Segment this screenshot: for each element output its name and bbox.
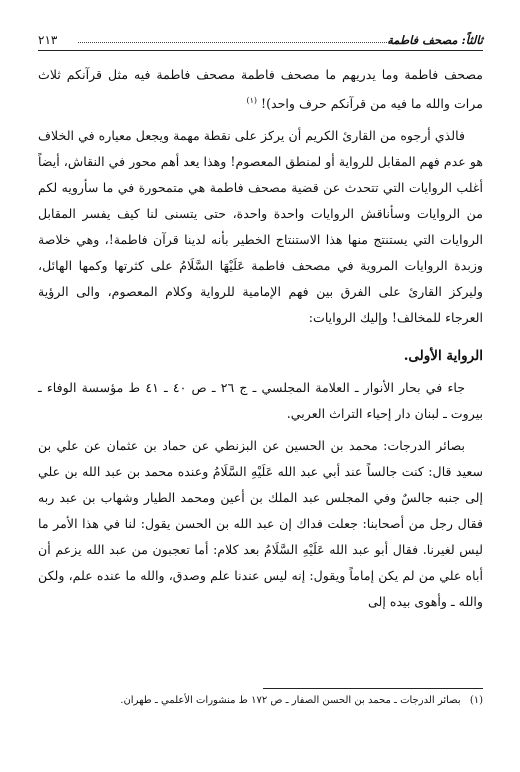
footnote-reference: (١) (246, 96, 258, 105)
section-heading: الرواية الأولى. (403, 348, 483, 365)
footnote-separator (263, 688, 483, 689)
paragraph-text: مصحف فاطمة وما يدريهم ما مصحف فاطمة مصحف فاطمة فيه مثل قرآنكم ثلاث مرات والله ما فيه من قرآنكم حرف واحد)! (38, 67, 483, 112)
running-header (38, 28, 483, 51)
page-number: ٢١٣ (38, 33, 58, 47)
footnote-number: (١) (469, 695, 483, 706)
paragraph-narration: بصائر الدرجات: محمد بن الحسين عن البزنطي عن حماد بن عثمان عن علي بن سعيد قال: كنت جالساً عند أبي عبد الله عَلَيْهِ السَّلَامُ وعنده محمد بن عبد الله بن علي إلى جنبه جالسٌ وفي المجلس عبد الملك بن أعين ومحمد الطيار وشهاب بن عبد ربه فقال رجل من أصحابنا: جعلت فداك إن عبد الله بن الحسن يقول: لنا في هذا الأمر ما ليس لغيرنا. فقال أبو عبد الله عَلَيْهِ السَّلَامُ بعد كلام: أما تعجبون من عبد الله يزعم أن أباه علي من لم يكن إماماً ويقول: إنه ليس عندنا علم وصدق، والله ما عنده علم، ولكن والله ـ وأهوى بيده إلى (38, 438, 483, 610)
header-dot-leader (78, 42, 397, 43)
section-title: ثالثاً: مصحف فاطمة (387, 33, 483, 47)
paragraph-intro: فالذي أرجوه من القارئ الكريم أن يركز على نقطة مهمة ويجعل معياره في الخلاف هو عدم فهم المقابل للرواية أو لمنطق المعصوم! وهذا يعد أهم محور في النقاش، أيضاً أغلب الروايات التي تتحدث عن قضية مصحف فاطمة هي متمحورة في ما سأرويه لكم من الروايات وسأناقش الروايات واحدة واحدة، حتى يتسنى لنا كيف يفسر المقابل الروايات التي يستنتج منها هذا الاستنتاج الخطير بأنه لدينا قرآن فاطمة!، وهي خلاصة وزبدة الروايات المروية في مصحف فاطمة عَلَيْهَا السَّلَامُ على كثرتها وكمها الهائل، وليركز القارئ على الفرق بين فهم الإمامية للرواية وكلام المعصوم، والى الرؤية العرجاء للمخالف! وإليك الروايات: (38, 128, 483, 326)
footnote-text: بصائر الدرجات ـ محمد بن الحسن الصفار ـ ص ١٧٢ ط منشورات الأعلمي ـ طهران. (120, 695, 461, 706)
paragraph-continued (38, 62, 483, 117)
footnote (38, 693, 483, 709)
paragraph-source: جاء في بحار الأنوار ـ العلامة المجلسي ـ ج ٢٦ ـ ص ٤٠ ـ ٤١ ط مؤسسة الوفاء ـ بيروت ـ لبنان دار إحياء التراث العربي. (38, 380, 483, 422)
page-body (38, 62, 483, 615)
